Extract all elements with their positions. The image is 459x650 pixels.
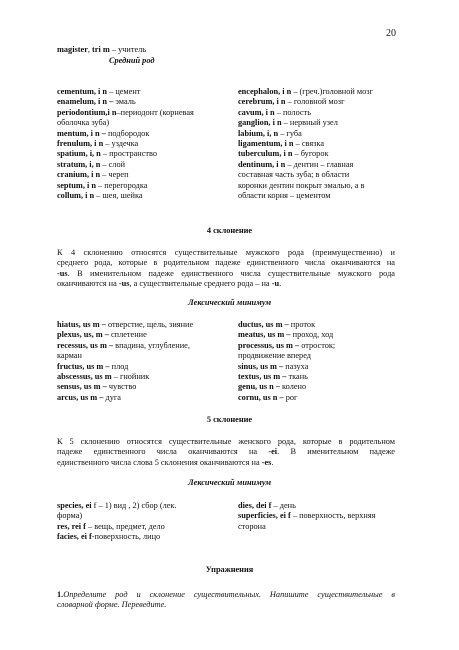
decl4-left-column xyxy=(57,320,193,403)
latin-term: cerebrum, i n xyxy=(238,97,286,107)
latin-term: processus, us m – xyxy=(238,340,300,350)
vocab-entry xyxy=(238,170,373,180)
vocab-entry xyxy=(238,522,375,532)
latin-term: spatium, i, n xyxy=(57,149,101,159)
vocab-entry xyxy=(57,362,193,372)
latin-term: ganglion, i n xyxy=(238,118,282,128)
translation: подбородок xyxy=(105,128,150,138)
exercises-heading: Упражнения xyxy=(205,565,254,574)
vocab-entry xyxy=(57,320,193,330)
latin-term: genu, us n – xyxy=(238,382,280,392)
decl5-right-column xyxy=(238,501,375,532)
translation: сплетение xyxy=(108,330,147,340)
latin-term: res, rei f xyxy=(57,521,86,531)
latin-term: enamelum, i n – xyxy=(57,97,114,107)
paragraph-line: К 4 склонению относятся существительные мужского рода (преимущественно) и xyxy=(57,248,395,257)
translation: составная часть зуба; в области xyxy=(238,170,350,180)
translation: – поверхность, верхняя xyxy=(290,511,376,521)
translation: пазуха xyxy=(283,361,309,371)
translation: f – 1) вид , 2) сбор (лек. xyxy=(91,501,177,510)
translation: – бугорок xyxy=(292,149,329,159)
translation: – связка xyxy=(293,139,325,149)
page-number: 20 xyxy=(386,28,396,39)
vocab-entry xyxy=(57,501,177,511)
latin-term: recessus, us m – xyxy=(57,340,114,350)
decl5-paragraph xyxy=(57,437,395,468)
vocab-entry xyxy=(238,149,373,159)
translation: отросток; xyxy=(299,340,336,350)
decl5-heading: 5 склонение xyxy=(206,415,253,424)
translation: -поверхность, лицо xyxy=(91,532,161,542)
paragraph-line: оканчиваются на -us, а существительные среднего рода – на -u. xyxy=(57,279,282,289)
intro-line xyxy=(57,45,146,55)
translation: коронки дентин покрыт эмалью, а в xyxy=(238,180,365,190)
vocab-entry xyxy=(57,341,193,351)
decl5-minimum-heading: Лексический минимум xyxy=(187,478,272,487)
vocab-entry xyxy=(57,372,193,382)
vocab-entry xyxy=(238,393,335,403)
translation: – день xyxy=(271,501,296,510)
vocab-entry xyxy=(57,382,193,392)
translation: ткань xyxy=(286,372,308,382)
latin-term: fructus, us m – xyxy=(57,361,110,371)
vocab-entry xyxy=(238,129,373,139)
translation: области корня – цементом xyxy=(238,191,331,201)
translation: – перегородка xyxy=(95,180,148,190)
translation: сторона xyxy=(238,521,266,531)
latin-term: ductus, us m – xyxy=(238,320,289,329)
latin-term: abscessus, us m xyxy=(57,372,112,382)
translation: эмаль xyxy=(113,97,136,107)
vocab-entry xyxy=(238,351,335,361)
translation: карман xyxy=(57,351,82,361)
vocab-entry xyxy=(238,362,335,372)
translation: колено xyxy=(279,382,307,392)
paragraph-line: К 5 склонению относятся существительные женского рода, которые в родительном xyxy=(57,437,395,446)
vocab-entry xyxy=(238,320,335,330)
latin-term: cranium, i n xyxy=(57,170,101,180)
translation: дуга xyxy=(103,392,121,402)
translation: форма) xyxy=(57,511,83,521)
vocab-entry xyxy=(57,108,194,118)
vocab-entry xyxy=(238,118,373,128)
vocab-entry xyxy=(57,139,194,149)
latin-term: ligamentum, i n xyxy=(238,139,294,149)
latin-term: frenulum, i n xyxy=(57,139,104,149)
vocab-entry xyxy=(57,160,194,170)
latin-term: hiatus, us m – xyxy=(57,320,106,329)
neuter-left-column xyxy=(57,87,194,201)
latin-term: tuberculum, i n xyxy=(238,149,293,159)
latin-term: arcus, us m – xyxy=(57,392,104,402)
translation: – полость xyxy=(274,107,312,117)
latin-term: meatus, us m – xyxy=(238,330,291,340)
translation: – головной мозг xyxy=(285,97,345,107)
decl4-right-column xyxy=(238,320,335,403)
vocab-entry xyxy=(57,118,194,128)
task-line xyxy=(57,600,395,610)
latin-term: dentinum, i n xyxy=(238,159,286,169)
vocab-entry xyxy=(238,181,373,191)
vocab-entry xyxy=(238,191,373,201)
vocab-entry xyxy=(57,87,194,97)
decl5-left-column xyxy=(57,501,177,543)
vocab-entry xyxy=(238,139,373,149)
task-text: словарной форме. Переведите. xyxy=(57,600,167,610)
intro-translation: – учитель xyxy=(109,45,147,54)
vocab-entry xyxy=(238,372,335,382)
translation: – (греч.)головной мозг xyxy=(291,87,373,96)
ending: -ei xyxy=(268,447,278,457)
translation: – вещь, предмет, дело xyxy=(85,521,165,531)
paragraph-line: среднего рода, которые в родительном падеже единственного числа оканчиваются на xyxy=(57,258,395,268)
vocab-entry xyxy=(238,330,335,340)
task-line xyxy=(57,590,395,600)
task-text: Определите род и склонение существительных. Напишите существительные в xyxy=(63,590,395,599)
translation: – цемент xyxy=(107,87,141,96)
latin-term: sinus, us m – xyxy=(238,361,284,371)
translation: чувство xyxy=(106,382,137,392)
translation: плод xyxy=(109,361,129,371)
latin-term: sensus, us m – xyxy=(57,382,107,392)
translation: рог xyxy=(283,392,298,402)
vocab-entry xyxy=(238,87,373,97)
paragraph-line: -us. В именительном падеже единственного числа существительные мужского рода xyxy=(57,268,395,278)
latin-term: stratum, i, n xyxy=(57,159,101,169)
vocab-entry xyxy=(57,522,177,532)
intro-genitive: tri m xyxy=(92,45,110,54)
translation: – уздечка xyxy=(103,139,139,149)
latin-term: cementum, i n xyxy=(57,87,108,96)
vocab-entry xyxy=(57,351,193,361)
latin-term: textus, us m – xyxy=(238,372,287,382)
neuter-right-column xyxy=(238,87,373,201)
decl4-heading: 4 склонение xyxy=(206,226,253,235)
translation: – шея, шейка xyxy=(94,191,143,201)
latin-term: cornu, us n – xyxy=(238,392,284,402)
vocab-entry xyxy=(238,501,375,511)
latin-term: cavum, i n xyxy=(238,107,275,117)
latin-term: plexus, us, m – xyxy=(57,330,109,340)
translation: – дентин – главная xyxy=(285,159,354,169)
vocab-entry xyxy=(57,181,194,191)
intro-sep: , xyxy=(87,45,93,54)
exercise-task xyxy=(57,590,395,611)
decl4-paragraph xyxy=(57,248,395,290)
intro-latin: magister xyxy=(57,45,88,54)
translation: оболочка зуба) xyxy=(57,118,110,128)
vocab-entry xyxy=(57,191,194,201)
latin-term: encephalon, i n xyxy=(238,87,292,96)
translation: –периодонт (корневая xyxy=(116,107,194,117)
vocab-entry xyxy=(57,330,193,340)
translation: отверстие, щель, зияние xyxy=(105,320,194,329)
vocab-entry xyxy=(57,149,194,159)
translation: проход, ход xyxy=(290,330,334,340)
latin-term: septum, i n xyxy=(57,180,96,190)
vocab-entry xyxy=(238,511,375,521)
vocab-entry xyxy=(57,170,194,180)
latin-term: dies, dei f xyxy=(238,501,272,510)
latin-term: superficies, ei f xyxy=(238,511,291,521)
vocab-entry xyxy=(238,382,335,392)
ending: -es xyxy=(261,457,272,467)
vocab-entry xyxy=(57,393,193,403)
latin-term: species, ei xyxy=(57,501,92,510)
vocab-entry xyxy=(57,532,177,542)
translation: – слой xyxy=(100,159,126,169)
vocab-entry xyxy=(238,160,373,170)
translation: продвижение вперед xyxy=(238,351,312,361)
ending: -us xyxy=(118,279,130,289)
vocab-entry xyxy=(238,97,373,107)
latin-term: collum, i n xyxy=(57,191,95,201)
paragraph-line: единственного числа слова 5 склонения оканчиваются на -es. xyxy=(57,457,274,467)
vocab-entry xyxy=(238,108,373,118)
translation: проток xyxy=(288,320,316,329)
latin-term: periodontium,i n xyxy=(57,107,117,117)
vocab-entry xyxy=(57,97,194,107)
translation: – гнойник xyxy=(111,372,150,382)
decl4-minimum-heading: Лексический минимум xyxy=(187,298,272,307)
translation: – пространство xyxy=(100,149,158,159)
latin-term: facies, ei f xyxy=(57,532,92,542)
latin-term: labium, i, n xyxy=(238,128,279,138)
vocab-entry xyxy=(57,511,177,521)
ending: -u xyxy=(271,279,280,289)
neuter-subtitle: Средний род xyxy=(109,56,155,65)
vocab-entry xyxy=(57,129,194,139)
translation: – губа xyxy=(278,128,302,138)
latin-term: mentum, i n – xyxy=(57,128,106,138)
task-number: 1. xyxy=(57,590,64,599)
translation: впадина, углубление, xyxy=(113,340,190,350)
paragraph-line: падеже единственного числа оканчиваются на -ei. В именительном падеже xyxy=(57,447,395,457)
translation: – нервный узел xyxy=(281,118,338,128)
vocab-entry xyxy=(238,341,335,351)
ending: -us xyxy=(57,268,68,278)
translation: – череп xyxy=(100,170,129,180)
